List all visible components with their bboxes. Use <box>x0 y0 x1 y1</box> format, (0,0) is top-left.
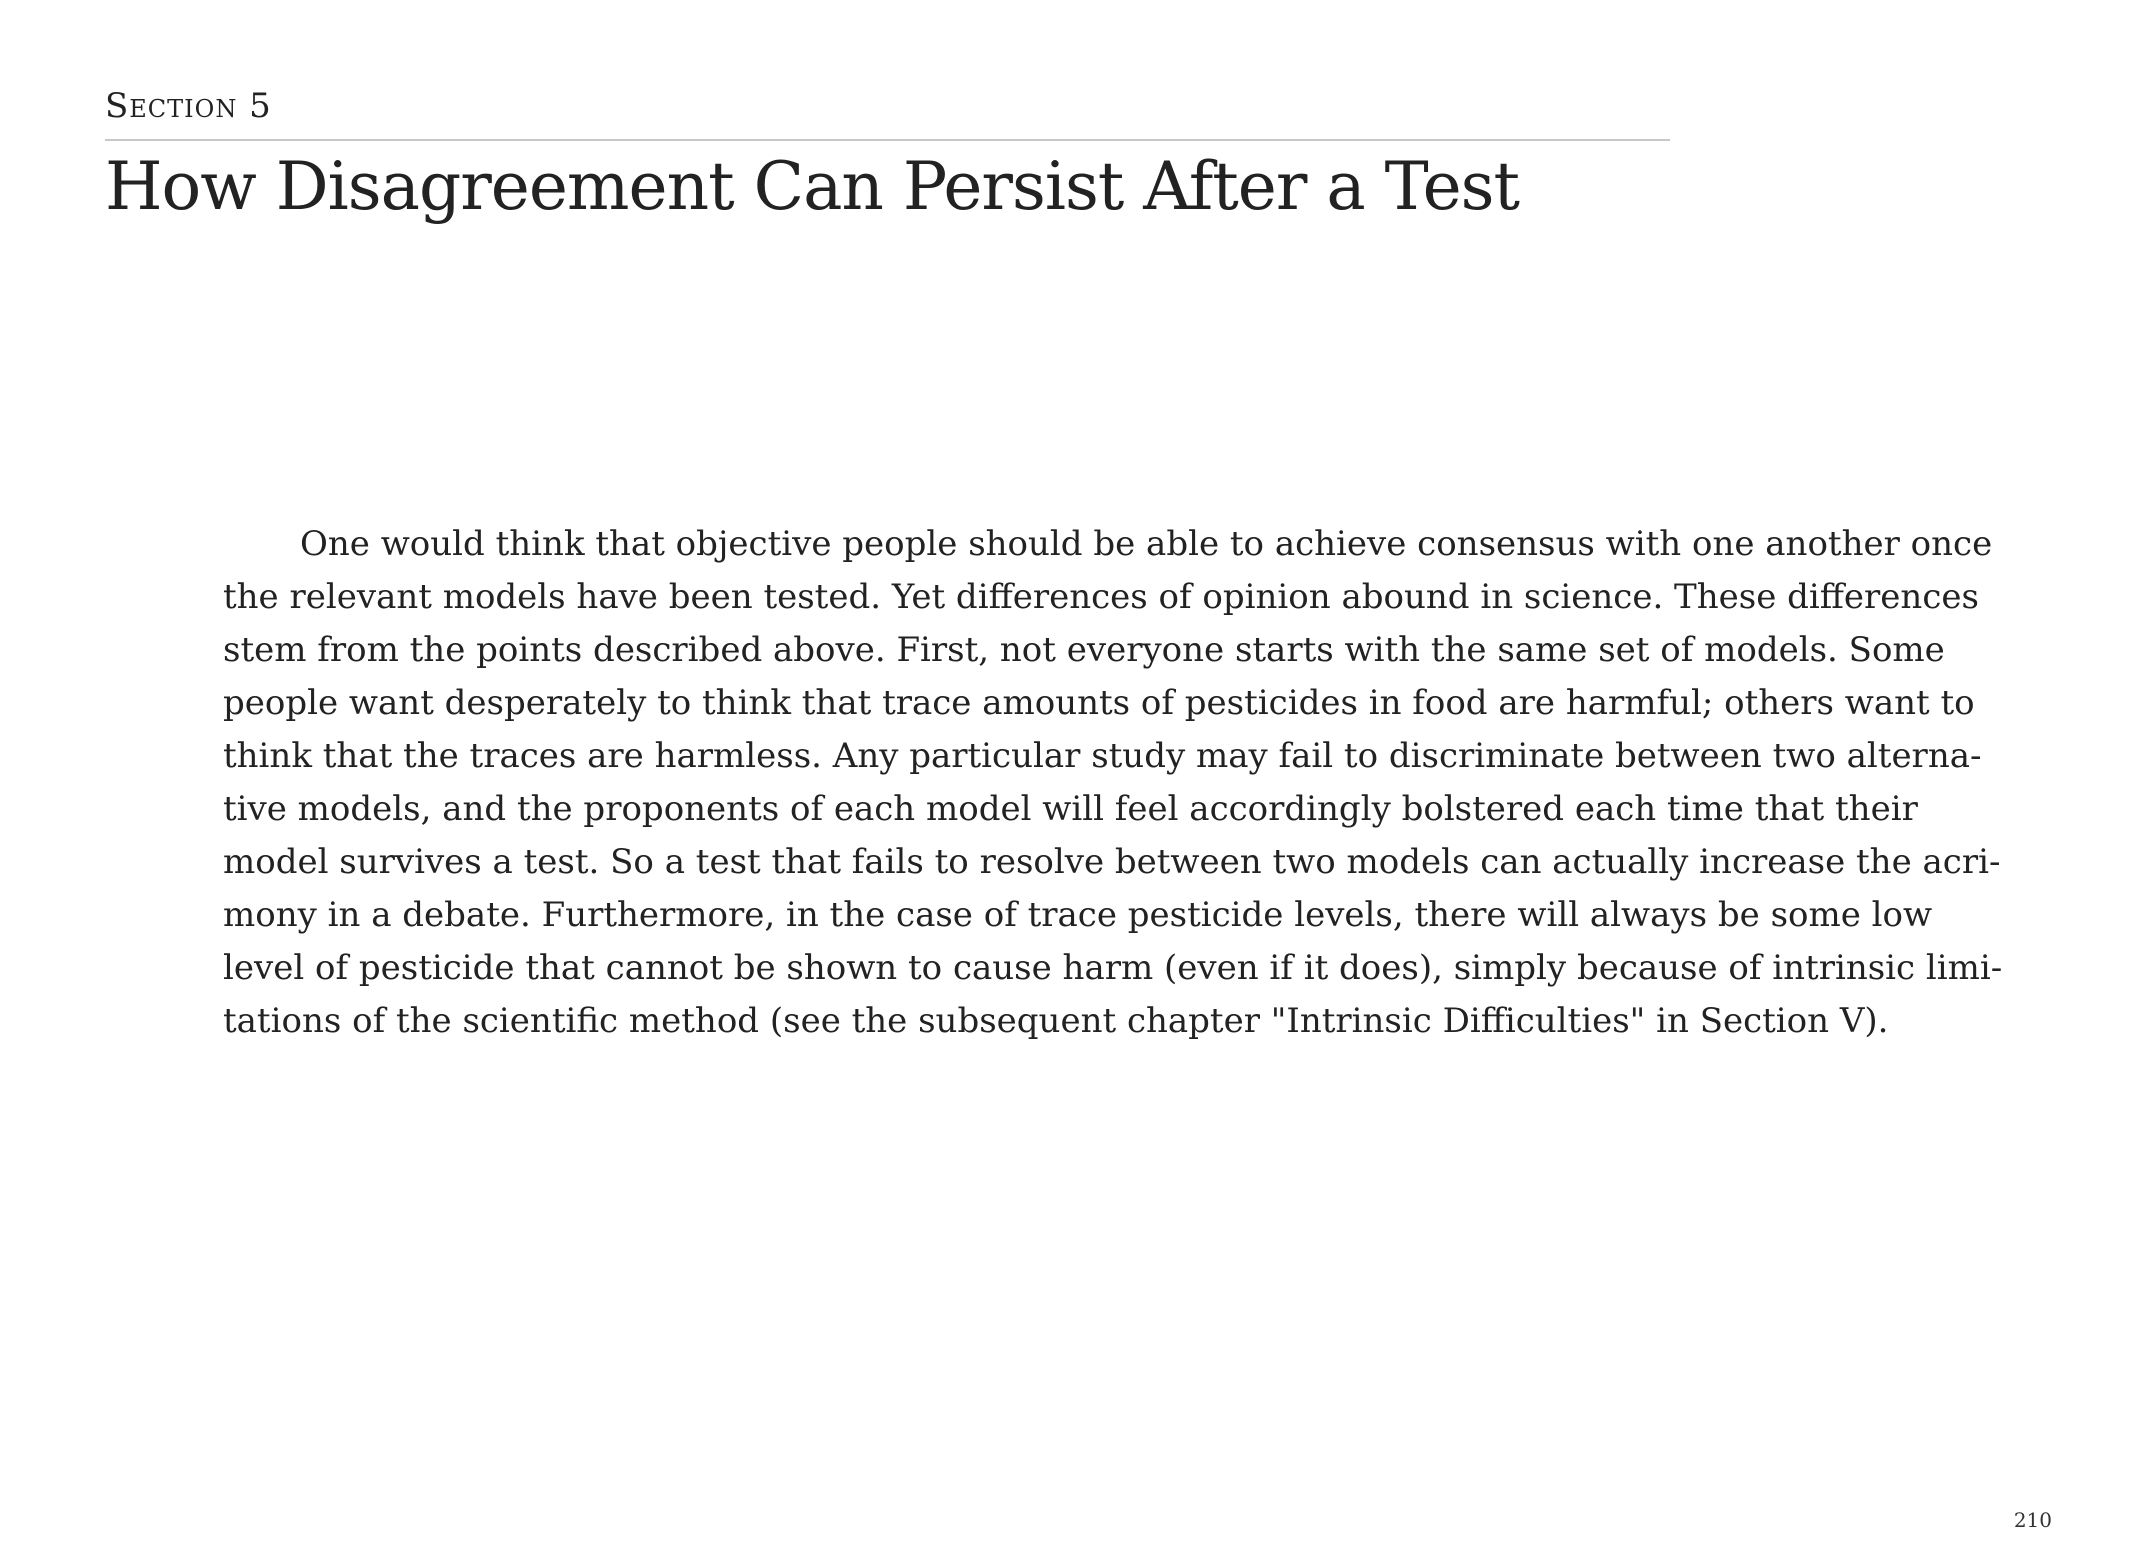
paragraph-line: the relevant models have been tested. Yet differences of opinion abound in science. These differences <box>223 577 1979 617</box>
paragraph-line: people want desperately to think that trace amounts of pesticides in food are harmful; others want to <box>223 683 1975 723</box>
paragraph-line: tations of the scientific method (see the subsequent chapter "Intrinsic Difficulties" in Section V). <box>223 1001 1889 1041</box>
body-paragraph <box>223 518 2003 1048</box>
paragraph-line: One would think that objective people should be able to achieve consensus with one another once <box>300 524 1993 564</box>
paragraph-line: stem from the points described above. First, not everyone starts with the same set of models. Some <box>223 630 1945 670</box>
paragraph-line: mony in a debate. Furthermore, in the case of trace pesticide levels, there will always be some low <box>223 895 1933 935</box>
page-number: 210 <box>2013 1508 2052 1532</box>
paragraph-line: model survives a test. So a test that fails to resolve between two models can actually increase the acri- <box>223 842 2001 882</box>
page-title: How Disagreement Can Persist After a Test <box>105 148 1520 225</box>
header-divider <box>105 139 1670 141</box>
paragraph-line: think that the traces are harmless. Any particular study may fail to discriminate between two alterna- <box>223 736 1982 776</box>
paragraph-line: tive models, and the proponents of each model will feel accordingly bolstered each time that their <box>223 789 1918 829</box>
section-label: Section 5 <box>105 86 272 126</box>
paragraph-line: level of pesticide that cannot be shown to cause harm (even if it does), simply because of intrinsic limi- <box>223 948 2003 988</box>
